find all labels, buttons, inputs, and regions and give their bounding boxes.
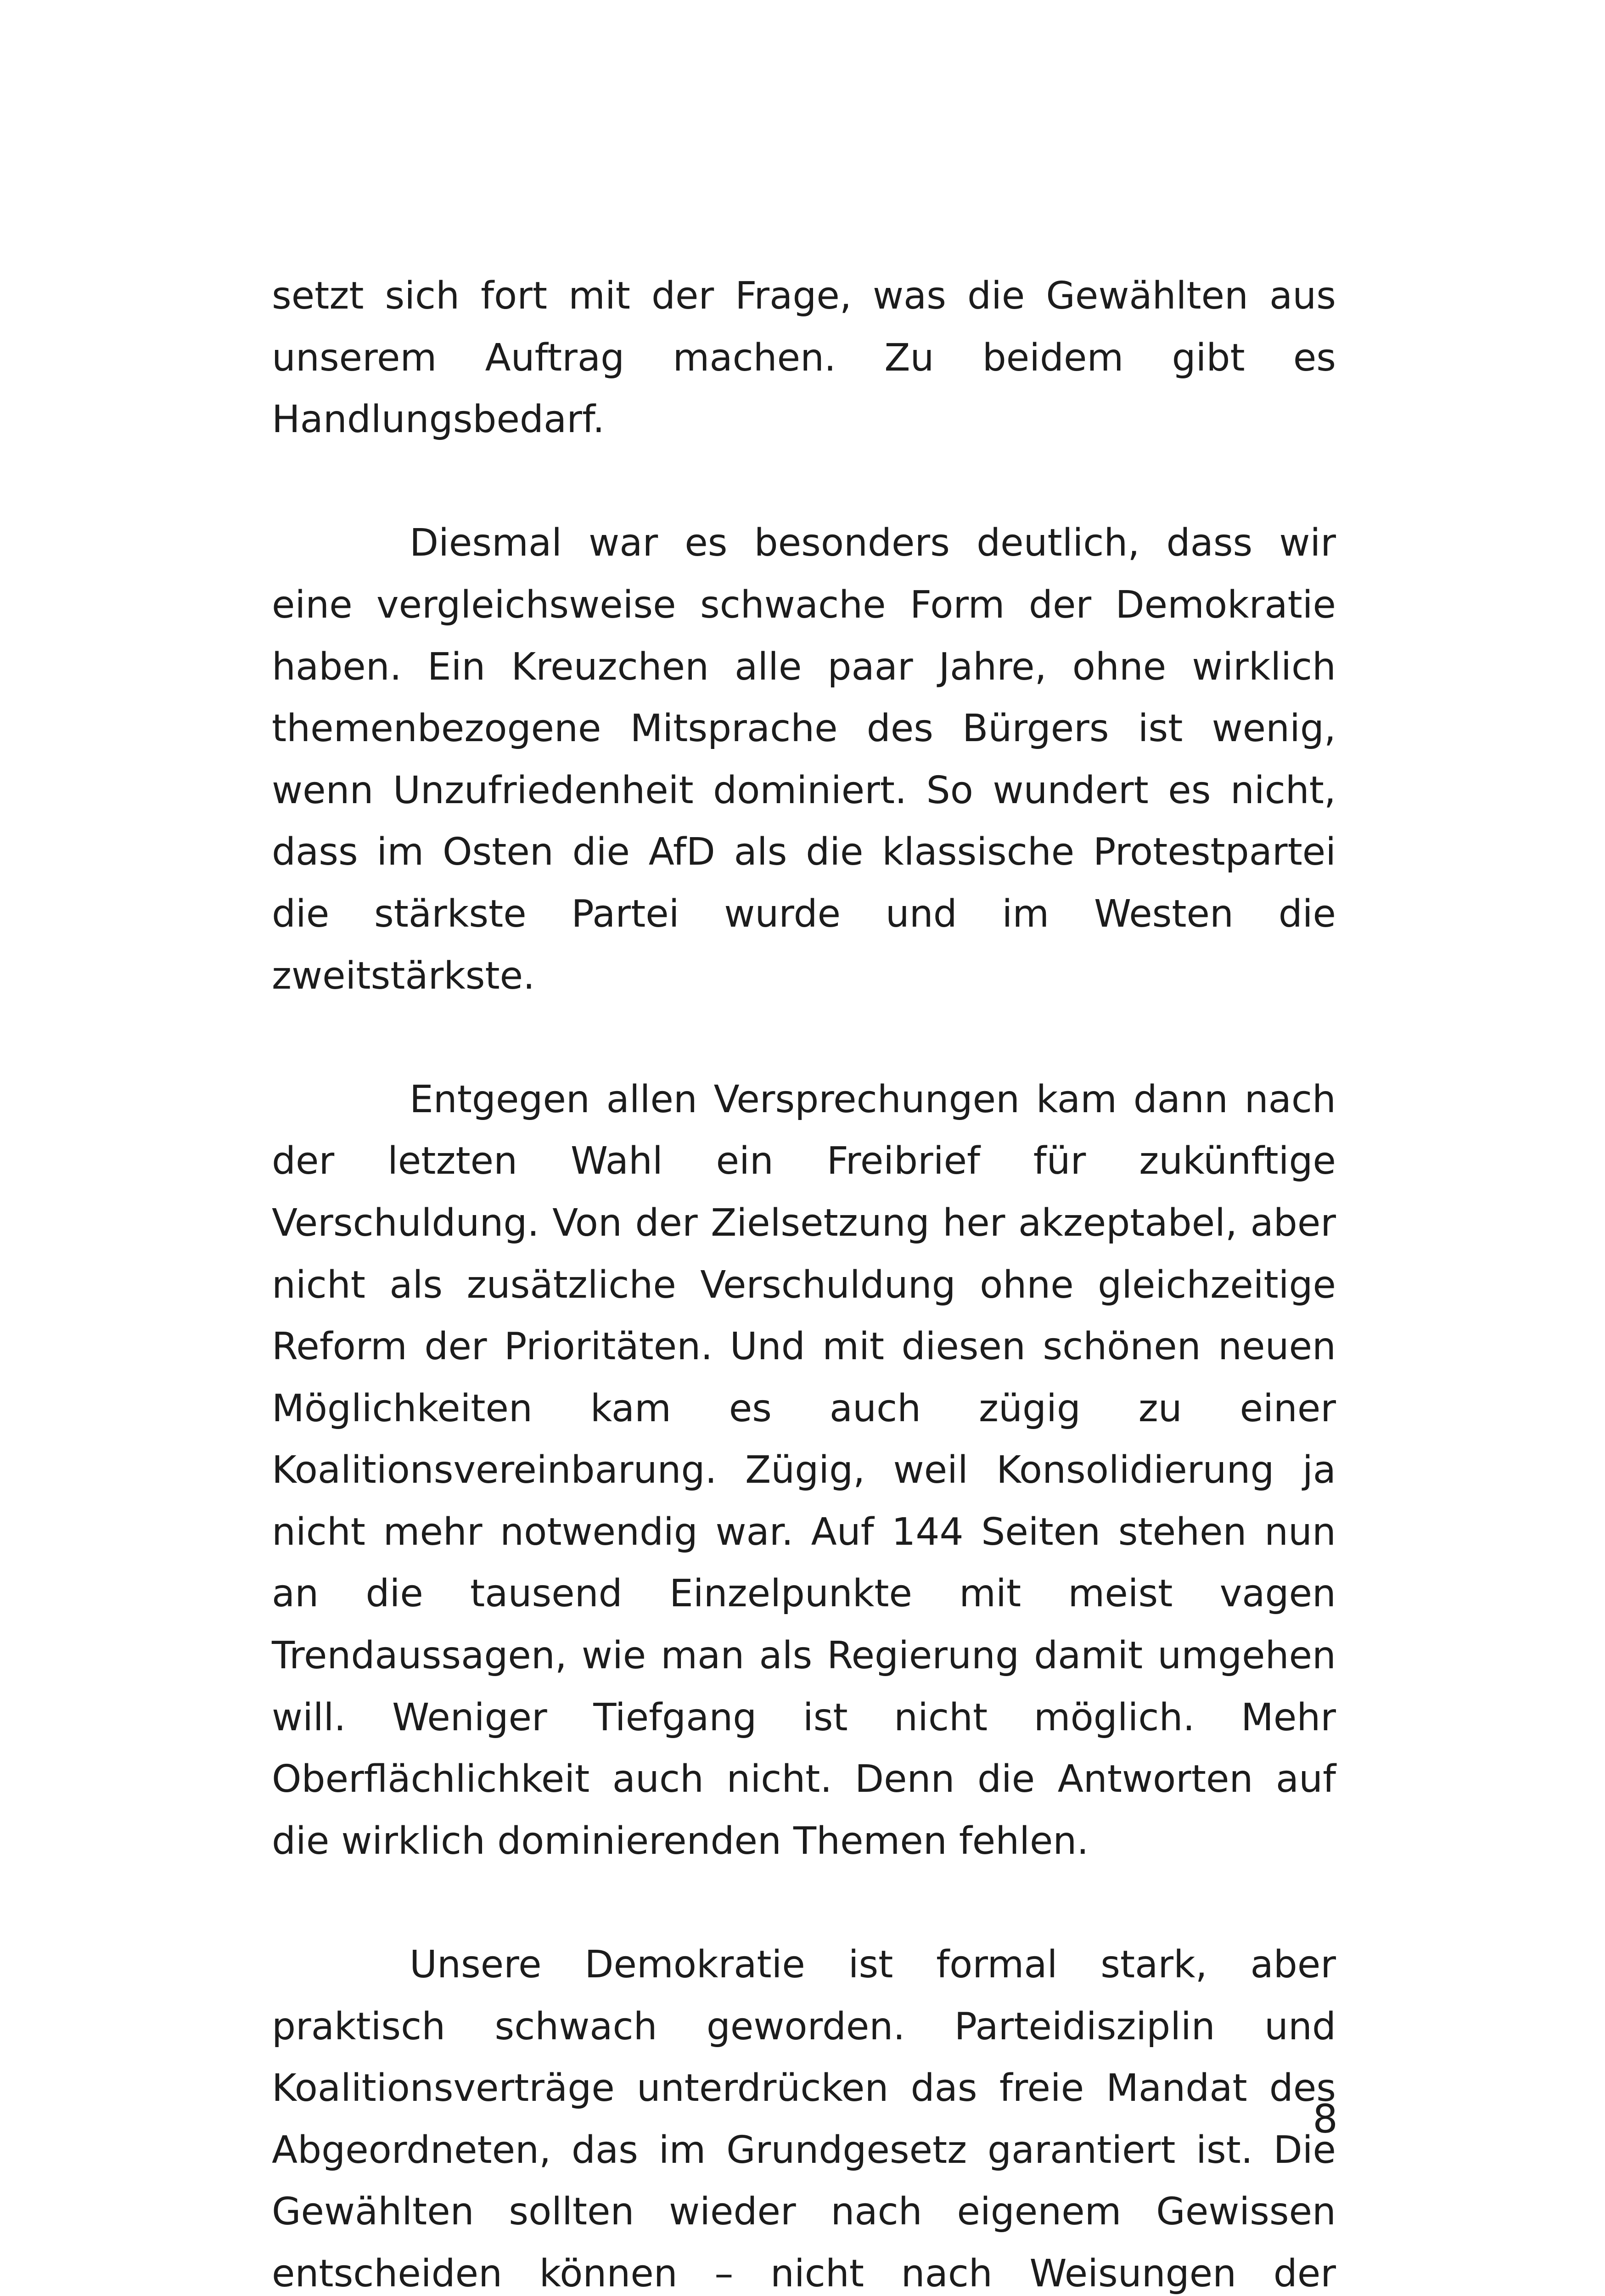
paragraph-free-mandate: Unsere Demokratie ist formal stark, aber praktisch schwach geworden. Parteidisziplin und Koalitionsverträge unterdrücken das freie Mandat des Abgeordneten, das im Grundgesetz garantiert ist. Die Gewählten sollten wieder nach eigenem Gewissen entscheiden können – nicht nach Weisungen der [272,1943,1336,2296]
paragraph-democracy-weakness: Diesmal war es besonders deutlich, dass wir eine vergleichsweise schwache Form der Demokratie haben. Ein Kreuzchen alle paar Jahre, ohne wirklich themenbezogene Mitsprache des Bürgers ist wenig, wenn Unzufriedenheit dominiert. So wundert es nicht, dass im Osten die AfD als die klassische Protestpartei die stärkste Partei wurde und im Westen die zweitstärkste. [272,521,1336,998]
paragraph-continuation: setzt sich fort mit der Frage, was die Gewählten aus unserem Auftrag machen. Zu beidem gibt es Handlungsbedarf. [272,274,1336,442]
paragraph-debt-coalition: Entgegen allen Versprechungen kam dann nach der letzten Wahl ein Freibrief für zukünftige Verschuldung. Von der Zielsetzung her akzeptabel, aber nicht als zusätzliche Verschuldung ohne gleichzeitige Reform der Prioritäten. Und mit diesen schönen neuen Möglichkeiten kam es auch zügig zu einer Koalitionsvereinbarung. Zügig, weil Konsolidierung ja nicht mehr notwendig war. Auf 144 Seiten stehen nun an die tausend Einzelpunkte mit meist vagen Trendaussagen, wie man als Regierung damit umgehen will. Weniger Tiefgang ist nicht möglich. Mehr Oberflächlichkeit auch nicht. Denn die Antworten auf die wirklich dominierenden Themen fehlen. [272,1077,1336,1863]
body-text [272,265,1336,2296]
page-number: 8 [1313,2096,1338,2142]
